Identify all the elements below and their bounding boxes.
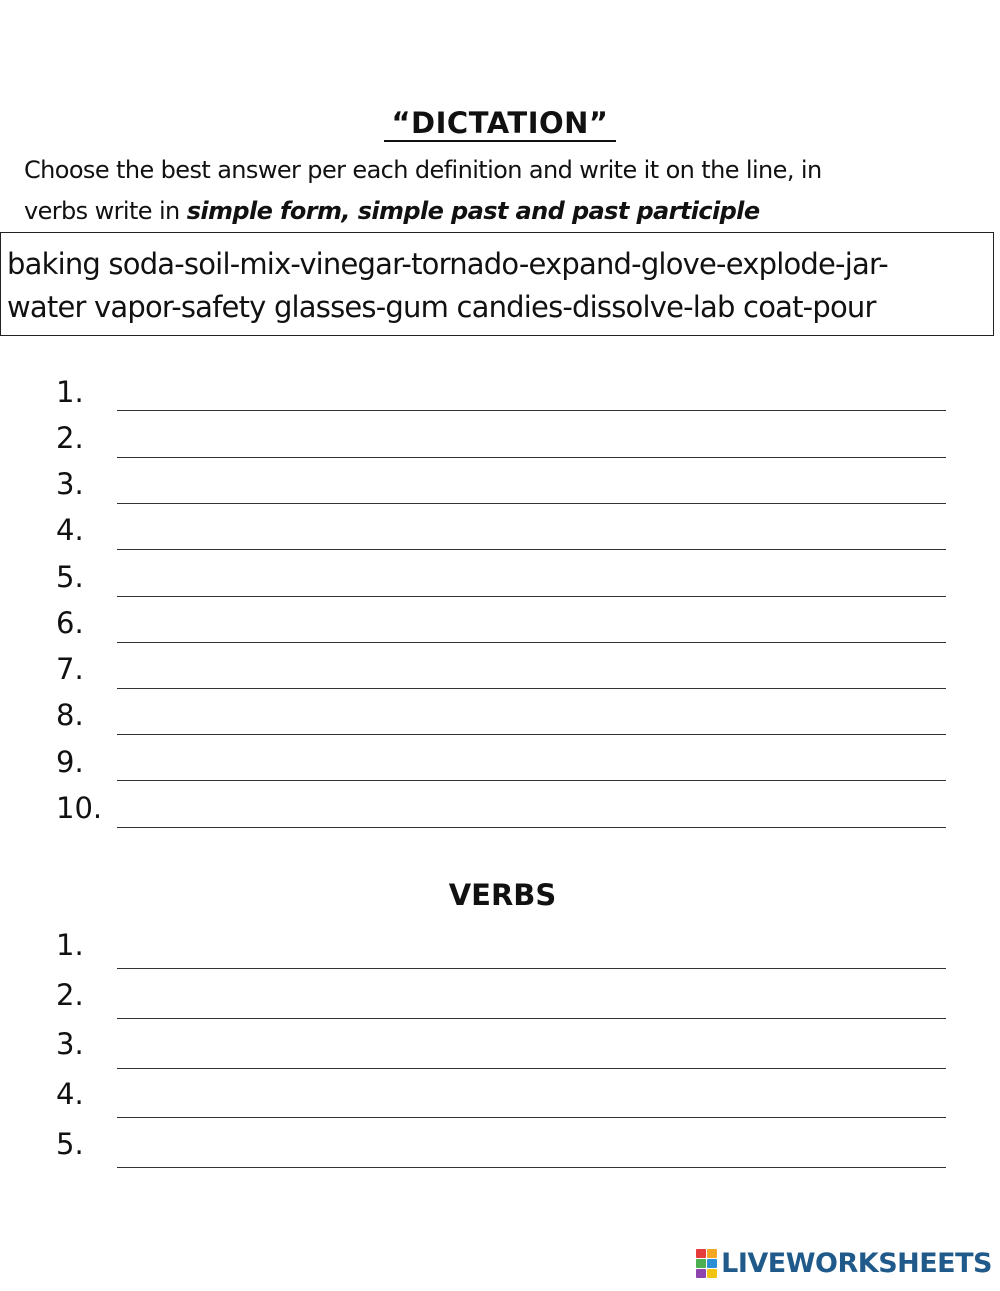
- instructions-line-1: Choose the best answer per each definition and write it on the line, in: [24, 156, 822, 184]
- verb-answer-line[interactable]: [117, 1117, 946, 1118]
- answer-line[interactable]: [117, 688, 946, 689]
- instructions-emphasis: simple form, simple past and past participle: [186, 197, 760, 225]
- verb-number: 2.: [56, 978, 84, 1012]
- answer-line[interactable]: [117, 642, 946, 643]
- answer-line[interactable]: [117, 827, 946, 828]
- definition-row: [0, 513, 1000, 553]
- answer-line[interactable]: [117, 503, 946, 504]
- verb-row: [0, 1077, 1000, 1117]
- logo-block: [707, 1269, 717, 1278]
- definition-row: [0, 791, 1000, 831]
- definition-number: 8.: [56, 698, 84, 732]
- answer-line[interactable]: [117, 780, 946, 781]
- verb-answer-line[interactable]: [117, 968, 946, 969]
- verb-row: [0, 1027, 1000, 1067]
- definition-number: 6.: [56, 606, 84, 640]
- definition-row: [0, 698, 1000, 738]
- title-text: “DICTATION”: [384, 106, 617, 142]
- logo-block: [696, 1259, 706, 1268]
- definition-row: [0, 606, 1000, 646]
- verb-answer-line[interactable]: [117, 1167, 946, 1168]
- answer-line[interactable]: [117, 549, 946, 550]
- verb-number: 1.: [56, 928, 84, 962]
- logo-block: [707, 1249, 717, 1258]
- verb-row: [0, 1127, 1000, 1167]
- answer-line[interactable]: [117, 596, 946, 597]
- definition-row: [0, 652, 1000, 692]
- verb-number: 4.: [56, 1077, 84, 1111]
- definition-number: 5.: [56, 560, 84, 594]
- definition-row: [0, 375, 1000, 415]
- logo-block: [696, 1249, 706, 1258]
- word-bank-line-1: baking soda-soil-mix-vinegar-tornado-expand-glove-explode-jar-: [7, 247, 888, 281]
- instructions-line-2: [24, 191, 984, 232]
- logo-blocks-icon: [696, 1249, 717, 1278]
- definition-number: 10.: [56, 791, 103, 825]
- definition-number: 7.: [56, 652, 84, 686]
- definition-number: 4.: [56, 513, 84, 547]
- verb-answer-line[interactable]: [117, 1068, 946, 1069]
- liveworksheets-logo[interactable]: [696, 1249, 992, 1277]
- verb-row: [0, 928, 1000, 968]
- definition-row: [0, 467, 1000, 507]
- definition-row: [0, 745, 1000, 785]
- logo-text: LIVEWORKSHEETS: [721, 1247, 992, 1279]
- word-bank: [0, 232, 994, 336]
- word-bank-line-2: water vapor-safety glasses-gum candies-dissolve-lab coat-pour: [7, 290, 876, 324]
- verb-answer-line[interactable]: [117, 1018, 946, 1019]
- definition-number: 3.: [56, 467, 84, 501]
- instructions-prefix: verbs write in: [24, 197, 187, 225]
- answer-line[interactable]: [117, 734, 946, 735]
- logo-block: [707, 1259, 717, 1268]
- instructions: [24, 150, 984, 232]
- definition-number: 1.: [56, 375, 84, 409]
- verb-row: [0, 978, 1000, 1018]
- definition-row: [0, 560, 1000, 600]
- worksheet-title: [0, 106, 1000, 140]
- verb-number: 3.: [56, 1027, 84, 1061]
- answer-line[interactable]: [117, 457, 946, 458]
- definition-row: [0, 421, 1000, 461]
- logo-block: [696, 1269, 706, 1278]
- answer-line[interactable]: [117, 410, 946, 411]
- definition-number: 2.: [56, 421, 84, 455]
- verb-number: 5.: [56, 1127, 84, 1161]
- definition-number: 9.: [56, 745, 84, 779]
- verbs-heading: VERBS: [448, 878, 557, 912]
